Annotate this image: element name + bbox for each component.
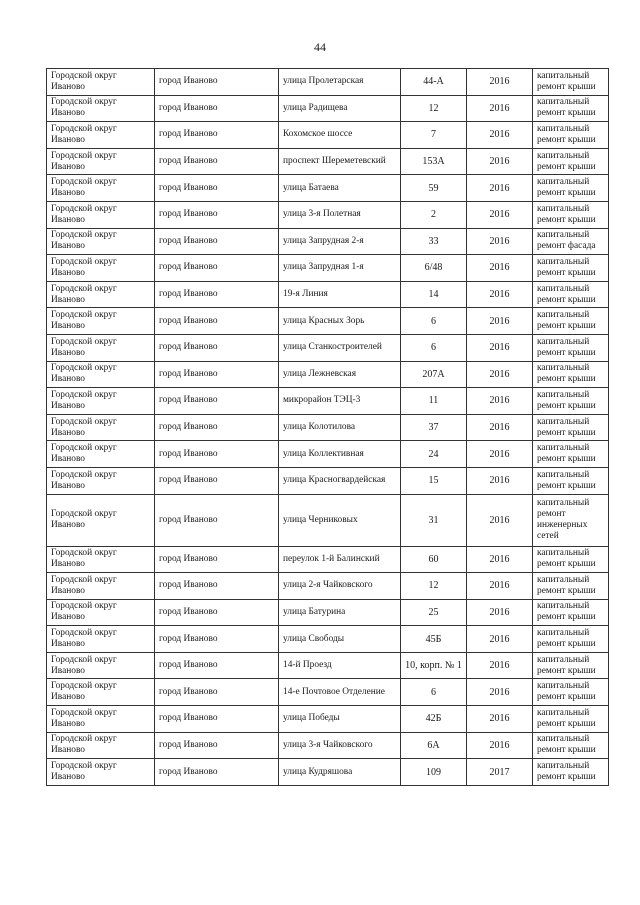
work-type-cell: капитальный ремонт крыши bbox=[533, 546, 609, 573]
district-cell: Городской округ Иваново bbox=[47, 732, 155, 759]
street-cell: улица 3-я Полетная bbox=[279, 201, 401, 228]
street-cell: улица Красногвардейская bbox=[279, 467, 401, 494]
work-type-cell: капитальный ремонт крыши bbox=[533, 573, 609, 600]
work-type-cell: капитальный ремонт крыши bbox=[533, 334, 609, 361]
street-cell: улица Батаева bbox=[279, 175, 401, 202]
city-cell: город Иваново bbox=[155, 281, 279, 308]
city-cell: город Иваново bbox=[155, 706, 279, 733]
year-cell: 2017 bbox=[467, 759, 533, 786]
district-cell: Городской округ Иваново bbox=[47, 652, 155, 679]
street-cell: улица Пролетарская bbox=[279, 69, 401, 96]
table-row bbox=[47, 148, 609, 175]
house-number-cell: 37 bbox=[401, 414, 467, 441]
year-cell: 2016 bbox=[467, 281, 533, 308]
city-cell: город Иваново bbox=[155, 148, 279, 175]
district-cell: Городской округ Иваново bbox=[47, 69, 155, 96]
city-cell: город Иваново bbox=[155, 679, 279, 706]
house-number-cell: 7 bbox=[401, 122, 467, 149]
year-cell: 2016 bbox=[467, 414, 533, 441]
house-number-cell: 31 bbox=[401, 494, 467, 546]
year-cell: 2016 bbox=[467, 388, 533, 415]
year-cell: 2016 bbox=[467, 334, 533, 361]
street-cell: улица Лежневская bbox=[279, 361, 401, 388]
repair-registry-table bbox=[46, 68, 609, 786]
district-cell: Городской округ Иваново bbox=[47, 334, 155, 361]
city-cell: город Иваново bbox=[155, 414, 279, 441]
page-number: 44 bbox=[314, 40, 326, 54]
table-row bbox=[47, 599, 609, 626]
city-cell: город Иваново bbox=[155, 95, 279, 122]
district-cell: Городской округ Иваново bbox=[47, 95, 155, 122]
district-cell: Городской округ Иваново bbox=[47, 122, 155, 149]
work-type-cell: капитальный ремонт крыши bbox=[533, 467, 609, 494]
house-number-cell: 6 bbox=[401, 679, 467, 706]
street-cell: улица Черниковых bbox=[279, 494, 401, 546]
street-cell: Кохомское шоссе bbox=[279, 122, 401, 149]
district-cell: Городской округ Иваново bbox=[47, 759, 155, 786]
street-cell: улица Запрудная 2-я bbox=[279, 228, 401, 255]
district-cell: Городской округ Иваново bbox=[47, 228, 155, 255]
table-row bbox=[47, 388, 609, 415]
table-row bbox=[47, 95, 609, 122]
year-cell: 2016 bbox=[467, 122, 533, 149]
house-number-cell: 207А bbox=[401, 361, 467, 388]
table-row bbox=[47, 626, 609, 653]
table-row bbox=[47, 334, 609, 361]
city-cell: город Иваново bbox=[155, 228, 279, 255]
table-row bbox=[47, 679, 609, 706]
street-cell: 14-е Почтовое Отделение bbox=[279, 679, 401, 706]
street-cell: улица Свободы bbox=[279, 626, 401, 653]
city-cell: город Иваново bbox=[155, 201, 279, 228]
work-type-cell: капитальный ремонт фасада bbox=[533, 228, 609, 255]
table-body bbox=[47, 69, 609, 786]
house-number-cell: 59 bbox=[401, 175, 467, 202]
district-cell: Городской округ Иваново bbox=[47, 388, 155, 415]
district-cell: Городской округ Иваново bbox=[47, 494, 155, 546]
city-cell: город Иваново bbox=[155, 732, 279, 759]
year-cell: 2016 bbox=[467, 361, 533, 388]
house-number-cell: 12 bbox=[401, 573, 467, 600]
work-type-cell: капитальный ремонт крыши bbox=[533, 95, 609, 122]
district-cell: Городской округ Иваново bbox=[47, 281, 155, 308]
work-type-cell: капитальный ремонт крыши bbox=[533, 148, 609, 175]
table-row bbox=[47, 573, 609, 600]
work-type-cell: капитальный ремонт крыши bbox=[533, 706, 609, 733]
work-type-cell: капитальный ремонт крыши bbox=[533, 679, 609, 706]
city-cell: город Иваново bbox=[155, 69, 279, 96]
work-type-cell: капитальный ремонт крыши bbox=[533, 69, 609, 96]
city-cell: город Иваново bbox=[155, 334, 279, 361]
table-row bbox=[47, 361, 609, 388]
street-cell: улица Красных Зорь bbox=[279, 308, 401, 335]
year-cell: 2016 bbox=[467, 201, 533, 228]
district-cell: Городской округ Иваново bbox=[47, 148, 155, 175]
city-cell: город Иваново bbox=[155, 494, 279, 546]
work-type-cell: капитальный ремонт крыши bbox=[533, 388, 609, 415]
year-cell: 2016 bbox=[467, 494, 533, 546]
district-cell: Городской округ Иваново bbox=[47, 414, 155, 441]
table-row bbox=[47, 652, 609, 679]
street-cell: улица 3-я Чайковского bbox=[279, 732, 401, 759]
work-type-cell: капитальный ремонт крыши bbox=[533, 414, 609, 441]
house-number-cell: 10, корп. № 1 bbox=[401, 652, 467, 679]
district-cell: Городской округ Иваново bbox=[47, 175, 155, 202]
city-cell: город Иваново bbox=[155, 599, 279, 626]
table-row bbox=[47, 175, 609, 202]
house-number-cell: 60 bbox=[401, 546, 467, 573]
city-cell: город Иваново bbox=[155, 467, 279, 494]
year-cell: 2016 bbox=[467, 228, 533, 255]
street-cell: 19-я Линия bbox=[279, 281, 401, 308]
work-type-cell: капитальный ремонт крыши bbox=[533, 759, 609, 786]
street-cell: улица Станкостроителей bbox=[279, 334, 401, 361]
year-cell: 2016 bbox=[467, 255, 533, 282]
year-cell: 2016 bbox=[467, 69, 533, 96]
street-cell: улица Коллективная bbox=[279, 441, 401, 468]
work-type-cell: капитальный ремонт крыши bbox=[533, 281, 609, 308]
work-type-cell: капитальный ремонт крыши bbox=[533, 441, 609, 468]
street-cell: улица Победы bbox=[279, 706, 401, 733]
city-cell: город Иваново bbox=[155, 361, 279, 388]
district-cell: Городской округ Иваново bbox=[47, 255, 155, 282]
district-cell: Городской округ Иваново bbox=[47, 201, 155, 228]
year-cell: 2016 bbox=[467, 732, 533, 759]
work-type-cell: капитальный ремонт крыши bbox=[533, 175, 609, 202]
city-cell: город Иваново bbox=[155, 255, 279, 282]
district-cell: Городской округ Иваново bbox=[47, 361, 155, 388]
house-number-cell: 33 bbox=[401, 228, 467, 255]
house-number-cell: 25 bbox=[401, 599, 467, 626]
house-number-cell: 109 bbox=[401, 759, 467, 786]
work-type-cell: капитальный ремонт крыши bbox=[533, 255, 609, 282]
house-number-cell: 15 bbox=[401, 467, 467, 494]
year-cell: 2016 bbox=[467, 626, 533, 653]
work-type-cell: капитальный ремонт крыши bbox=[533, 626, 609, 653]
year-cell: 2016 bbox=[467, 175, 533, 202]
city-cell: город Иваново bbox=[155, 122, 279, 149]
work-type-cell: капитальный ремонт крыши bbox=[533, 361, 609, 388]
year-cell: 2016 bbox=[467, 679, 533, 706]
work-type-cell: капитальный ремонт крыши bbox=[533, 732, 609, 759]
work-type-cell: капитальный ремонт крыши bbox=[533, 599, 609, 626]
year-cell: 2016 bbox=[467, 308, 533, 335]
house-number-cell: 6А bbox=[401, 732, 467, 759]
street-cell: улица Запрудная 1-я bbox=[279, 255, 401, 282]
work-type-cell: капитальный ремонт крыши bbox=[533, 308, 609, 335]
year-cell: 2016 bbox=[467, 441, 533, 468]
street-cell: улица Кудряшова bbox=[279, 759, 401, 786]
house-number-cell: 6/48 bbox=[401, 255, 467, 282]
street-cell: переулок 1-й Балинский bbox=[279, 546, 401, 573]
district-cell: Городской округ Иваново bbox=[47, 308, 155, 335]
table-row bbox=[47, 122, 609, 149]
city-cell: город Иваново bbox=[155, 652, 279, 679]
district-cell: Городской округ Иваново bbox=[47, 599, 155, 626]
district-cell: Городской округ Иваново bbox=[47, 626, 155, 653]
street-cell: улица 2-я Чайковского bbox=[279, 573, 401, 600]
street-cell: проспект Шереметевский bbox=[279, 148, 401, 175]
work-type-cell: капитальный ремонт крыши bbox=[533, 652, 609, 679]
city-cell: город Иваново bbox=[155, 759, 279, 786]
table-row bbox=[47, 228, 609, 255]
table-row bbox=[47, 441, 609, 468]
year-cell: 2016 bbox=[467, 573, 533, 600]
year-cell: 2016 bbox=[467, 95, 533, 122]
house-number-cell: 14 bbox=[401, 281, 467, 308]
street-cell: 14-й Проезд bbox=[279, 652, 401, 679]
city-cell: город Иваново bbox=[155, 546, 279, 573]
work-type-cell: капитальный ремонт крыши bbox=[533, 122, 609, 149]
table-row bbox=[47, 706, 609, 733]
district-cell: Городской округ Иваново bbox=[47, 467, 155, 494]
city-cell: город Иваново bbox=[155, 573, 279, 600]
year-cell: 2016 bbox=[467, 467, 533, 494]
district-cell: Городской округ Иваново bbox=[47, 441, 155, 468]
district-cell: Городской округ Иваново bbox=[47, 573, 155, 600]
table-row bbox=[47, 201, 609, 228]
house-number-cell: 42Б bbox=[401, 706, 467, 733]
table-row bbox=[47, 255, 609, 282]
table-row bbox=[47, 308, 609, 335]
street-cell: улица Колотилова bbox=[279, 414, 401, 441]
house-number-cell: 12 bbox=[401, 95, 467, 122]
table-row bbox=[47, 732, 609, 759]
street-cell: улица Радищева bbox=[279, 95, 401, 122]
house-number-cell: 6 bbox=[401, 308, 467, 335]
house-number-cell: 11 bbox=[401, 388, 467, 415]
city-cell: город Иваново bbox=[155, 441, 279, 468]
city-cell: город Иваново bbox=[155, 626, 279, 653]
house-number-cell: 2 bbox=[401, 201, 467, 228]
year-cell: 2016 bbox=[467, 599, 533, 626]
city-cell: город Иваново bbox=[155, 175, 279, 202]
year-cell: 2016 bbox=[467, 652, 533, 679]
street-cell: улица Батурина bbox=[279, 599, 401, 626]
district-cell: Городской округ Иваново bbox=[47, 706, 155, 733]
table-row bbox=[47, 414, 609, 441]
table-row bbox=[47, 281, 609, 308]
table-row bbox=[47, 546, 609, 573]
year-cell: 2016 bbox=[467, 706, 533, 733]
table-row bbox=[47, 467, 609, 494]
table-row bbox=[47, 494, 609, 546]
work-type-cell: капитальный ремонт инженерных сетей bbox=[533, 494, 609, 546]
city-cell: город Иваново bbox=[155, 308, 279, 335]
table-row bbox=[47, 759, 609, 786]
year-cell: 2016 bbox=[467, 546, 533, 573]
house-number-cell: 153А bbox=[401, 148, 467, 175]
work-type-cell: капитальный ремонт крыши bbox=[533, 201, 609, 228]
house-number-cell: 45Б bbox=[401, 626, 467, 653]
house-number-cell: 24 bbox=[401, 441, 467, 468]
district-cell: Городской округ Иваново bbox=[47, 546, 155, 573]
district-cell: Городской округ Иваново bbox=[47, 679, 155, 706]
house-number-cell: 44-А bbox=[401, 69, 467, 96]
table-row bbox=[47, 69, 609, 96]
street-cell: микрорайон ТЭЦ-3 bbox=[279, 388, 401, 415]
year-cell: 2016 bbox=[467, 148, 533, 175]
house-number-cell: 6 bbox=[401, 334, 467, 361]
city-cell: город Иваново bbox=[155, 388, 279, 415]
